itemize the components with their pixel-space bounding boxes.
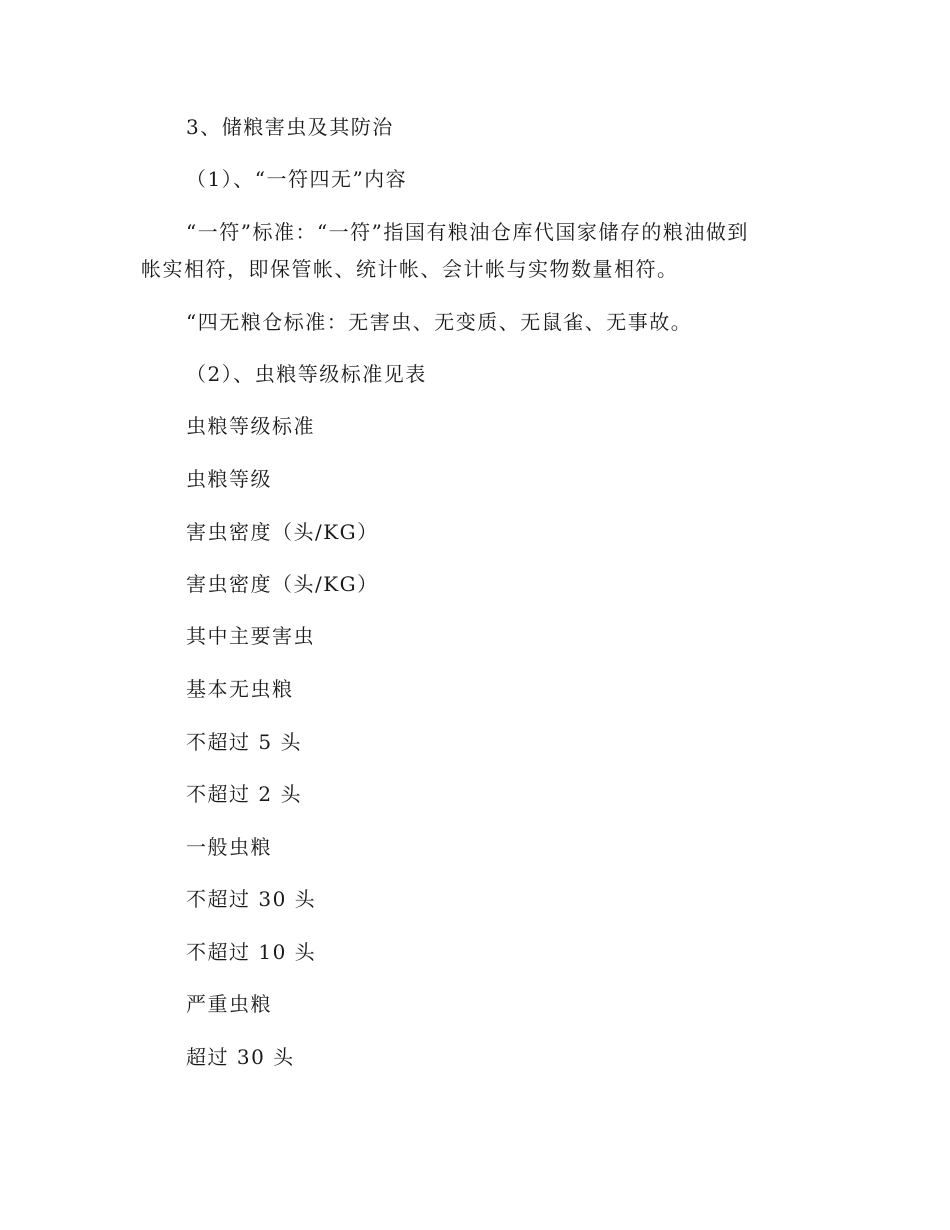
table-cell: 一般虫粮 (186, 835, 272, 859)
table-cell: 不超过 5 头 (186, 730, 302, 754)
table-cell: 基本无虫粮 (186, 677, 294, 701)
table-cell: 害虫密度（头/KG） (186, 520, 379, 544)
table-cell: 严重虫粮 (186, 992, 272, 1016)
table-cell: 害虫密度（头/KG） (186, 572, 379, 596)
table-cell: 超过 30 头 (186, 1045, 295, 1069)
table-cell: 不超过 2 头 (186, 782, 302, 806)
table-cell: 不超过 30 头 (186, 887, 317, 911)
section-heading: 3、储粮害虫及其防治 (186, 115, 394, 139)
paragraph-yi-fu-line-1: “一符”标准：“一符”指国有粮油仓库代国家储存的粮油做到 (186, 220, 749, 244)
table-title: 虫粮等级标准 (186, 414, 315, 438)
paragraph-si-wu: “四无粮仓标准：无害虫、无变质、无鼠雀、无事故。 (186, 310, 693, 334)
subheading-one-fu-si-wu: （1）、“一符四无”内容 (186, 167, 408, 191)
paragraph-yi-fu-line-2: 帐实相符，即保管帐、统计帐、会计帐与实物数量相符。 (141, 257, 679, 281)
table-cell: 不超过 10 头 (186, 940, 317, 964)
subheading-grade-table: （2）、虫粮等级标准见表 (186, 362, 427, 386)
table-cell: 虫粮等级 (186, 467, 272, 491)
table-cell: 其中主要害虫 (186, 624, 315, 648)
